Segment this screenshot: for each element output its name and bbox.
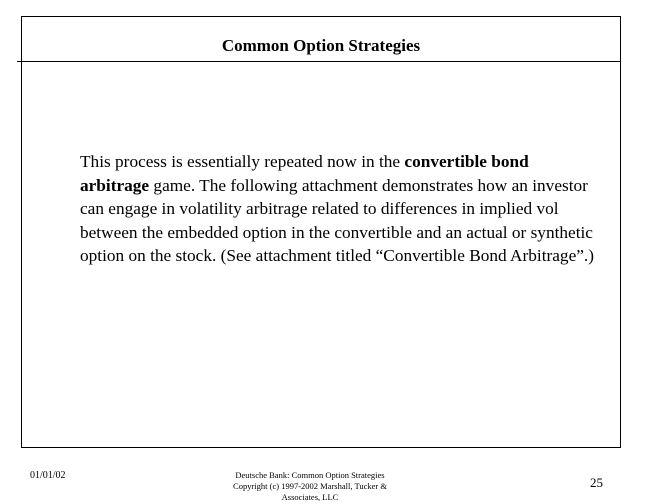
body-text-part-2: game. The following attachment demonstrates how an investor can engage in volatility arbitrage related to differences in implied vol between the embedded option in the convertible and an actual or synthetic option on the stock. (See attachment titled “Convertible Bond Arbitrage”.) <box>80 175 594 265</box>
footer-line-1: Deutsche Bank: Common Option Strategies <box>235 470 385 480</box>
title-divider <box>17 61 621 62</box>
body-text-emphasis: convertible bond arbitrage <box>80 152 529 195</box>
body-paragraph <box>80 150 600 268</box>
footer-line-3: Associates, LLC <box>281 492 339 502</box>
footer-line-2: Copyright (c) 1997-2002 Marshall, Tucker & <box>233 481 387 491</box>
page-number: 25 <box>590 475 603 490</box>
body-text-part-1: This process is essentially repeated now in the <box>80 152 405 171</box>
footer-copyright <box>200 470 420 503</box>
footer-date: 01/01/02 <box>30 470 66 481</box>
slide-title: Common Option Strategies <box>221 36 421 55</box>
